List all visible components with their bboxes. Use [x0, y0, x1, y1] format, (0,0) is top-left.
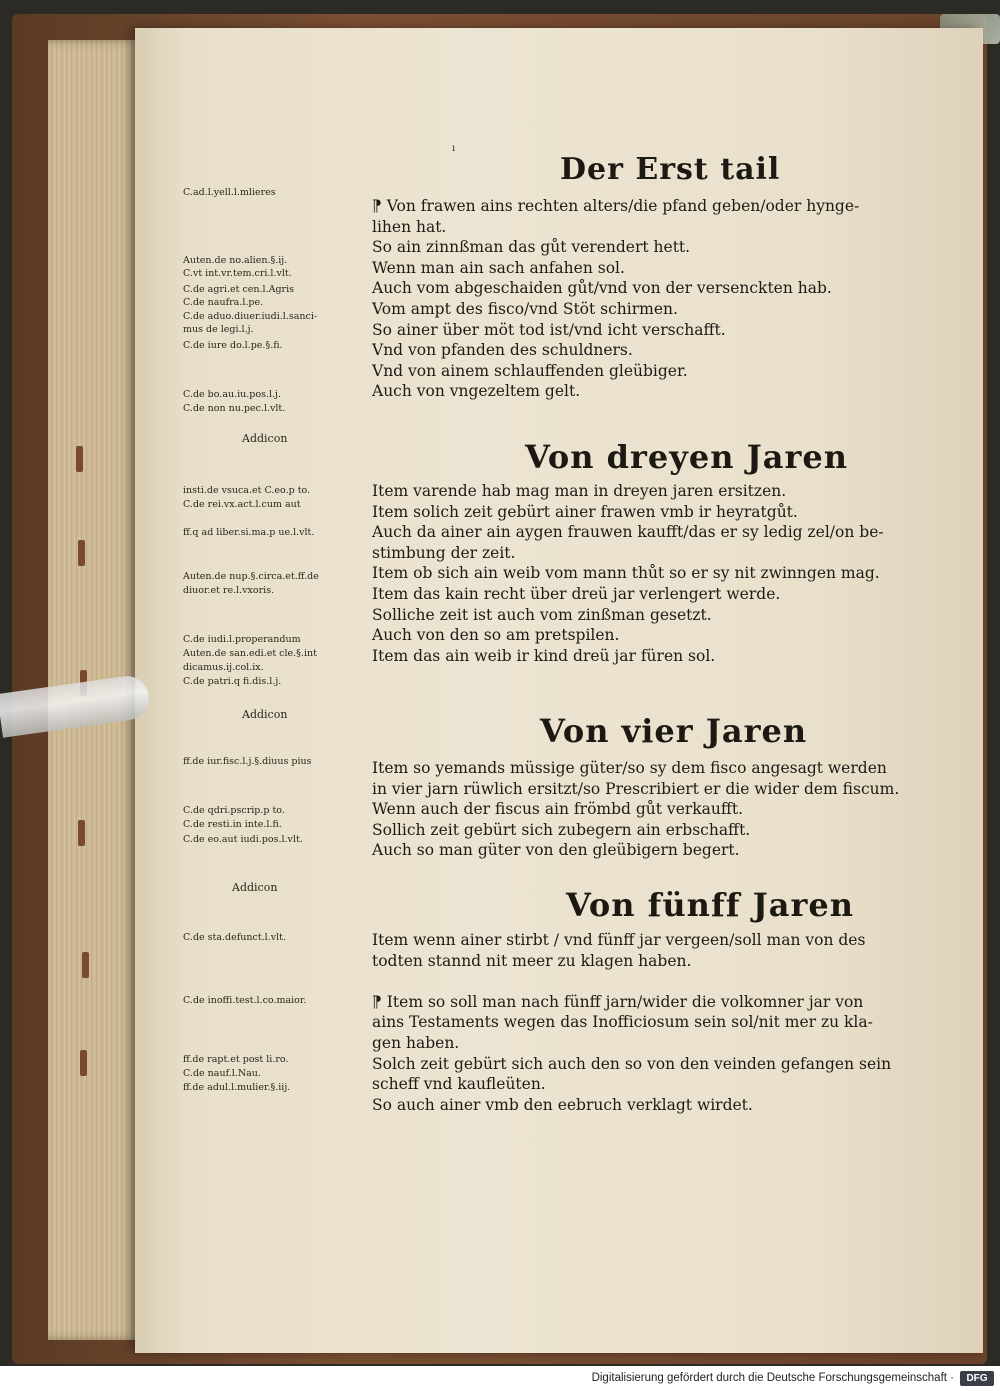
text-line: Solliche zeit ist auch vom zinßman gesetzt. — [372, 605, 712, 624]
margin-note: ff.de iur.fisc.l.j.§.diuus pius — [183, 756, 312, 767]
text-line: Sollich zeit gebürt sich zubegern ain erbschafft. — [372, 820, 751, 839]
margin-note: C.de bo.au.iu.pos.l.j. — [183, 389, 282, 400]
text-line: ⁋ Item so soll man nach fünff jarn/wider die volkomner jar von — [372, 992, 864, 1011]
page-tab-marker — [80, 1050, 87, 1076]
text-line: Auch von den so am pretspilen. — [372, 626, 620, 645]
addicon-label: Addicon — [242, 432, 288, 445]
margin-note: C.de inoffi.test.l.co.maior. — [183, 995, 307, 1006]
text-line: Solch zeit gebürt sich auch den so von den veinden gefangen sein — [372, 1054, 892, 1073]
margin-note: ff.de adul.l.mulier.§.iij. — [183, 1082, 291, 1093]
text-line — [372, 971, 891, 992]
margin-note: Auten.de no.alien.§.ij. — [183, 255, 288, 266]
text-line: Item varende hab mag man in dreyen jaren ersitzen. — [372, 482, 787, 500]
margin-note: mus de legi.l.j. — [183, 324, 254, 335]
margin-note: ff.q ad liber.si.ma.p ue.l.vlt. — [183, 527, 315, 538]
text-line: So ain zinnßman das gůt verendert hett. — [372, 238, 691, 257]
footer-bar — [0, 1366, 1000, 1391]
text-line: Wenn man ain sach anfahen sol. — [372, 258, 625, 277]
text-line: lihen hat. — [372, 217, 447, 236]
text-line: stimbung der zeit. — [372, 543, 516, 562]
addicon-label: Addicon — [232, 881, 278, 894]
margin-note: C.de agri.et cen.l.Agris — [183, 284, 295, 295]
margin-note: Auten.de nup.§.circa.et.ff.de — [183, 571, 319, 582]
addicon-label: Addicon — [242, 708, 288, 721]
margin-note: ff.de rapt.et post li.ro. — [183, 1054, 289, 1065]
section-heading: Der Erst tail — [560, 152, 781, 187]
margin-note: C.vt int.vr.tem.cri.l.vlt. — [183, 268, 292, 279]
text-line: Vom ampt des fisco/vnd Stöt schirmen. — [372, 299, 678, 318]
text-line: Auch da ainer ain aygen frauwen kaufft/das er sy ledig zel/on be- — [372, 523, 884, 542]
text-line: So ainer über möt tod ist/vnd icht verschafft. — [372, 320, 726, 339]
text-line: Auch vom abgeschaiden gůt/vnd von der versenckten hab. — [372, 279, 832, 298]
dfg-logo: DFG — [960, 1371, 994, 1386]
margin-note: C.ad.l.yell.l.mlieres — [183, 187, 276, 198]
margin-note: C.de eo.aut iudi.pos.l.vlt. — [183, 834, 303, 845]
text-line: Item das ain weib ir kind dreü jar füren sol. — [372, 646, 716, 665]
margin-note: insti.de vsuca.et C.eo.p to. — [183, 485, 311, 496]
text-line: todten stannd nit meer zu klagen haben. — [372, 951, 692, 970]
margin-note: C.de qdri.pscrip.p to. — [183, 805, 285, 816]
margin-note: C.de resti.in inte.l.fi. — [183, 819, 282, 830]
margin-note: C.de rei.vx.act.l.cum aut — [183, 499, 301, 510]
margin-note: dicamus.ij.col.ix. — [183, 662, 264, 673]
text-line: Auch von vngezeltem gelt. — [372, 382, 581, 401]
section-heading: Von fünff Jaren — [566, 886, 854, 924]
section-lines — [372, 481, 884, 666]
page-tab-marker — [76, 446, 83, 472]
text-line: gen haben. — [372, 1033, 460, 1052]
margin-note: Auten.de san.edi.et cle.§.int — [183, 648, 317, 659]
text-line: Item solich zeit gebürt ainer frawen vmb ir heyratgůt. — [372, 502, 798, 521]
section-heading: Von vier Jaren — [540, 712, 808, 750]
section-lines — [372, 196, 859, 402]
section-heading: Von dreyen Jaren — [525, 438, 848, 476]
margin-note: C.de nauf.l.Nau. — [183, 1068, 261, 1079]
text-line: Item ob sich ain weib vom mann thůt so er sy nit zwinngen mag. — [372, 564, 880, 583]
margin-note: C.de aduo.diuer.iudi.l.sanci- — [183, 311, 318, 322]
page-mark: ı — [452, 143, 456, 154]
text-line: Item so yemands müssige güter/so sy dem fisco angesagt werden — [372, 759, 887, 777]
section-lines — [372, 930, 891, 1115]
margin-note: C.de non nu.pec.l.vlt. — [183, 403, 286, 414]
text-line: ⁋ Von frawen ains rechten alters/die pfand geben/oder hynge- — [372, 197, 860, 215]
margin-note: C.de patri.q fi.dis.l.j. — [183, 676, 282, 687]
page-tab-marker — [78, 820, 85, 846]
text-line: Item das kain recht über dreü jar verlengert werde. — [372, 584, 781, 603]
margin-note: C.de sta.defunct.l.vlt. — [183, 932, 286, 943]
text-line: Item wenn ainer stirbt / vnd fünff jar vergeen/soll man von des — [372, 931, 866, 949]
page-tab-marker — [78, 540, 85, 566]
margin-note: diuor.et re.l.vxoris. — [183, 585, 275, 596]
margin-note: C.de naufra.l.pe. — [183, 297, 264, 308]
text-line: scheff vnd kaufleüten. — [372, 1075, 546, 1094]
text-line: So auch ainer vmb den eebruch verklagt wirdet. — [372, 1095, 753, 1114]
margin-note: C.de iure do.l.pe.§.fi. — [183, 340, 283, 351]
text-line: Wenn auch der fiscus ain frömbd gůt verkaufft. — [372, 800, 744, 819]
text-line: Vnd von pfanden des schuldners. — [372, 341, 633, 360]
text-line: Vnd von ainem schlauffenden gleübiger. — [372, 361, 688, 380]
text-line: in vier jarn rüwlich ersitzt/so Prescribiert er die wider dem fiscum. — [372, 779, 900, 798]
text-line: ains Testaments wegen das Inofficiosum sein sol/nit mer zu kla- — [372, 1013, 873, 1032]
funding-credit: Digitalisierung gefördert durch die Deutsche Forschungsgemeinschaft · — [591, 1372, 954, 1384]
text-line: Auch so man güter von den gleübigern begert. — [372, 841, 740, 860]
margin-note: C.de iudi.l.properandum — [183, 634, 301, 645]
section-lines — [372, 758, 899, 861]
page-tab-marker — [82, 952, 89, 978]
